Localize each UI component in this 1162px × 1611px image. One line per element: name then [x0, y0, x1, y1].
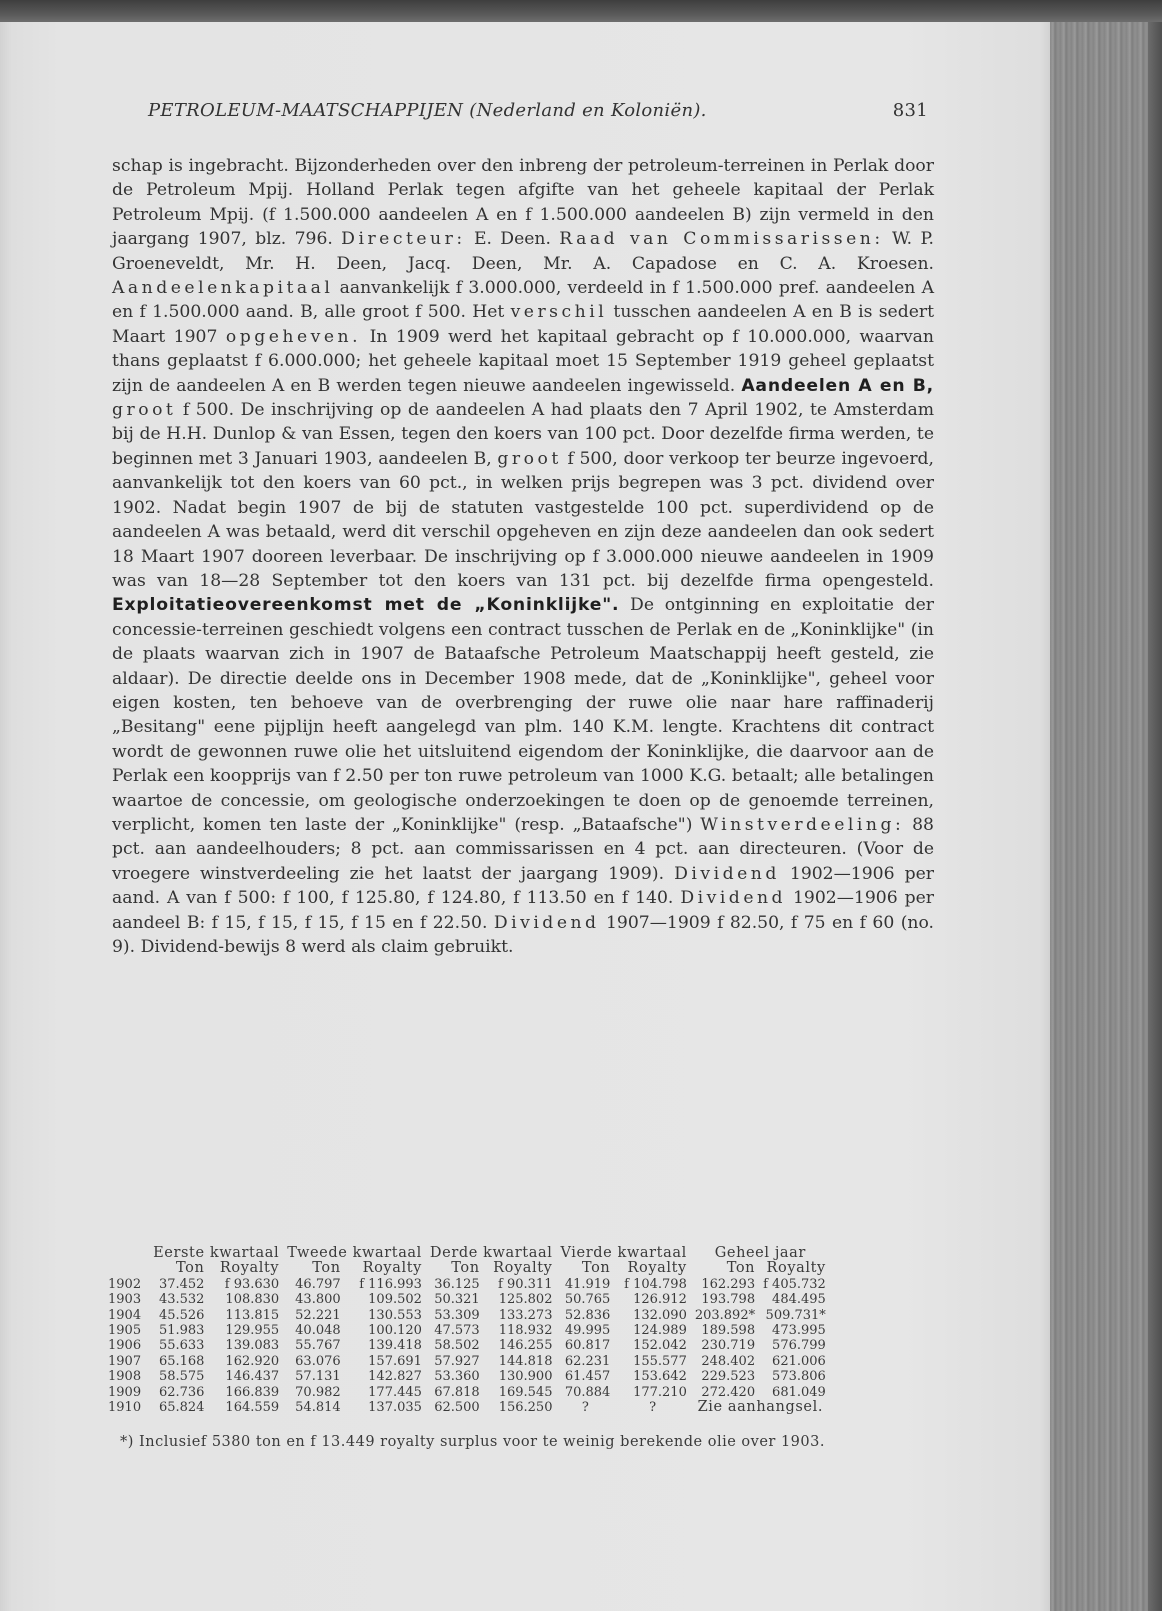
table-cell: 118.932 [498, 1323, 553, 1339]
spaced-label: Dividend [493, 912, 600, 933]
year-cell: 1910 [108, 1400, 142, 1416]
column-header: Ton [312, 1260, 341, 1277]
spaced-label: Dividend [674, 863, 780, 884]
table-cell: 166.839 [225, 1384, 280, 1400]
table-cell: 55.767 [295, 1338, 341, 1354]
table-cell: ? [649, 1400, 657, 1416]
column-header: Ton [451, 1260, 480, 1277]
table-cell: 113.815 [225, 1307, 280, 1323]
year-cell: 1907 [108, 1353, 142, 1369]
table-cell: 126.912 [633, 1292, 687, 1308]
table-cell: 57.927 [434, 1353, 480, 1369]
table-cell: 70.884 [564, 1384, 611, 1400]
table-cell: 164.559 [225, 1400, 280, 1416]
table-row [104, 1338, 830, 1353]
table-cell: 146.255 [498, 1338, 553, 1354]
table-cell: 57.131 [295, 1369, 341, 1385]
table-cell: 573.806 [772, 1369, 826, 1385]
year-cell: 1903 [108, 1292, 142, 1308]
table-cell: 62.231 [564, 1353, 611, 1369]
text-run: E. Deen. [465, 229, 560, 250]
column-header: Royalty [766, 1260, 826, 1277]
year-cell: 1904 [108, 1307, 142, 1323]
table-cell: 177.445 [368, 1384, 422, 1400]
text-run: De ontginning en exploitatie der concessie-terreinen geschiedt volgens een contract tusschen de Perlak en de „Koninklijke" (in de plaats waarvan zich in 1907 de Bataafsche Petroleum Maatschappij heeft gesteld, zie aldaar). De directie deelde ons in December 1908 mede, dat de „Koninklijke", geheel voor eigen kosten, ten behoeve van de overbrenging der ruwe olie naar hare raffinaderij „Besitang" eene pijplijn heeft aangelegd van plm. 140 K.M. lengte. Krachtens dit contract wordt de gewonnen ruwe olie het uitsluitend eigendom der Koninklijke, die daarvoor aan de Perlak een koopprijs van f 2.50 per ton ruwe petroleum van 1000 K.G. betaalt; alle betalingen waartoe de concessie, om geologische onderzoekingen te doen op de genoemde terreinen, verplicht, komen ten laste der „Koninklijke" (resp. „Bataafsche") [112, 595, 934, 835]
table-cell: 509.731* [765, 1307, 826, 1323]
text-run: 1902—1906 per aand. A van f 500: f 100, f 125.80, f 124.80, f 113.50 en f 140. [112, 863, 934, 909]
table-cell: 157.691 [368, 1353, 422, 1369]
text-run: aanvankelijk f 3.000.000, verdeeld in f 1.500.000 pref. aandeelen A en f 1.500.000 aand. B, alle groot f 500. Het [112, 278, 934, 323]
year-cell: 1906 [108, 1338, 142, 1354]
text-run: In 1909 werd het kapitaal gebracht op f 10.000.000, waarvan thans geplaatst f 6.000.000; het geheele kapitaal moet 15 September 1919 geheel geplaatst zijn de aandeelen A en B werden tegen nieuwe aandeelen ingewisseld. [112, 326, 934, 396]
bold-heading: Exploitatieovereenkomst met de „Koninklijke". [112, 595, 620, 616]
table-cell: 162.920 [225, 1353, 280, 1369]
table-cell: 63.076 [295, 1353, 341, 1369]
spaced-label: verschil [510, 302, 608, 323]
table-cell: 58.575 [158, 1369, 205, 1385]
column-group-header: Geheel jaar [714, 1245, 806, 1261]
table-cell: 139.083 [225, 1338, 280, 1354]
column-header: Ton [581, 1260, 611, 1277]
table-cell: 41.919 [564, 1276, 611, 1292]
table-cell: 47.573 [434, 1323, 480, 1339]
table-cell: 49.995 [564, 1323, 611, 1339]
column-header: Royalty [493, 1260, 553, 1277]
table-cell: 100.120 [368, 1323, 422, 1339]
table-row [104, 1400, 830, 1415]
table-cell: 65.824 [158, 1400, 205, 1416]
table-cell: 169.545 [498, 1384, 553, 1400]
table-cell: 681.049 [772, 1384, 826, 1400]
table-cell: 153.642 [633, 1369, 687, 1385]
spaced-label: groot [112, 400, 177, 421]
column-header: Ton [176, 1260, 205, 1277]
text-run: W. P. Groeneveldt, Mr. H. Deen, Jacq. Deen, Mr. A. Capadose en C. A. Kroesen. [112, 229, 934, 274]
table-cell: 146.437 [225, 1369, 280, 1385]
table-cell: 43.800 [295, 1292, 341, 1308]
page-number: 831 [892, 100, 928, 121]
table-cell: 162.293 [701, 1276, 756, 1292]
table-cell: 36.125 [434, 1276, 480, 1292]
table-cell: 142.827 [368, 1369, 422, 1385]
table-cell: 189.598 [701, 1323, 756, 1339]
table-row [104, 1323, 830, 1338]
running-header [148, 100, 928, 130]
text-run: schap is ingebracht. Bijzonderheden over den inbreng der petroleum-terreinen in Perlak door de Petroleum Mpij. Holland Perlak tegen afgifte van het geheele kapitaal der Perlak Petroleum Mpij. (f 1.500.000 aandeelen A en f 1.500.000 aandeelen B) zijn vermeld in den jaargang 1907, blz. 796. [112, 156, 934, 250]
table-cell: 193.798 [701, 1292, 756, 1308]
table-cell: 67.818 [434, 1384, 480, 1400]
spaced-label: Raad van Commissarissen: [559, 229, 884, 250]
table-cell: 144.818 [498, 1353, 553, 1369]
table-cell: 137.035 [368, 1400, 422, 1416]
table-cell: 139.418 [368, 1338, 422, 1354]
table-cell: 473.995 [772, 1323, 826, 1339]
table-cell: 62.500 [434, 1400, 480, 1416]
table-cell: 132.090 [633, 1307, 687, 1323]
table-cell: 108.830 [225, 1292, 280, 1308]
table-body [104, 1277, 830, 1416]
table-cell: 133.273 [498, 1307, 553, 1323]
table-cell: ? [581, 1400, 589, 1416]
text-run: 88 pct. aan aandeelhouders; 8 pct. aan commissarissen en 4 pct. aan directeuren. (Voor de vroegere winstverdeeling zie het laatst der jaargang 1909). [112, 814, 934, 884]
table-cell: 70.982 [295, 1384, 341, 1400]
table-row [104, 1369, 830, 1384]
table-cell: 52.836 [564, 1307, 611, 1323]
column-header: Royalty [362, 1260, 422, 1277]
table-cell: 52.221 [295, 1307, 341, 1323]
table-cell: 53.360 [434, 1369, 480, 1385]
table-row [104, 1277, 830, 1292]
year-subheader-blank [104, 1261, 149, 1276]
table-cell: 272.420 [701, 1384, 756, 1400]
table-cell: 37.452 [158, 1276, 205, 1292]
table-cell: 109.502 [368, 1292, 422, 1308]
bold-heading: Aandeelen A en B, [741, 375, 934, 396]
table-cell: 177.210 [633, 1384, 687, 1400]
table-cell: 229.523 [701, 1369, 756, 1385]
column-header: Royalty [627, 1260, 687, 1277]
table-group-header-row [104, 1246, 830, 1261]
table-row [104, 1385, 830, 1400]
table-cell: f 104.798 [624, 1276, 687, 1292]
spaced-label: Dividend [680, 888, 787, 909]
table-cell: 248.402 [701, 1353, 756, 1369]
table-cell: 576.799 [772, 1338, 826, 1354]
table-cell: 62.736 [158, 1384, 205, 1400]
table-cell: 50.765 [564, 1292, 611, 1308]
table-cell: 130.900 [498, 1369, 553, 1385]
body-paragraph [112, 154, 934, 959]
text-run: f 500, door verkoop ter beurze ingevoerd, aanvankelijk tot den koers van 60 pct., in welken prijs begrepen was 3 pct. dividend over 1902. Nadat begin 1907 de bij de statuten vastgestelde 100 pct. superdividend op de aandeelen A was betaald, werd dit verschil opgeheven en zijn deze aandeelen dan ook sedert 18 Maart 1907 dooreen leverbaar. De inschrijving op f 3.000.000 nieuwe aandeelen in 1909 was van 18—28 September tot den koers van 131 pct. bij dezelfde firma opengesteld. [112, 448, 934, 591]
table-cell: 230.719 [701, 1338, 756, 1354]
running-title: PETROLEUM-MAATSCHAPPIJEN (Nederland en Koloniën). [148, 100, 707, 121]
table-cell: 54.814 [295, 1400, 341, 1416]
table-cell: f 116.993 [359, 1276, 422, 1292]
table-cell: 46.797 [295, 1276, 341, 1292]
table-cell: 50.321 [434, 1292, 480, 1308]
table-row [104, 1308, 830, 1323]
table-sub-header-row [104, 1261, 830, 1276]
column-group-header: Tweede kwartaal [287, 1245, 422, 1261]
scan-top-band [0, 0, 1162, 22]
table-cell: 51.983 [158, 1323, 205, 1339]
table-footnote: *) Inclusief 5380 ton en f 13.449 royalty surplus voor te weinig berekende olie over 1903. [120, 1434, 825, 1450]
book-page-edges [1050, 22, 1162, 1611]
table-cell: 65.168 [158, 1353, 205, 1369]
spaced-label: Aandeelenkapitaal [112, 278, 334, 299]
text-run: 1907—1909 f 82.50, f 75 en f 60 (no. 9). Dividend-bewijs 8 werd als claim gebruikt. [112, 912, 934, 957]
column-group-header: Vierde kwartaal [560, 1245, 687, 1261]
table-cell: 43.532 [158, 1292, 205, 1308]
year-cell: 1905 [108, 1323, 142, 1339]
table-cell: 203.892* [694, 1307, 756, 1323]
table-cell: 124.989 [633, 1323, 687, 1339]
column-group-header: Derde kwartaal [429, 1245, 553, 1261]
royalty-table [104, 1246, 830, 1415]
table-cell: 125.802 [498, 1292, 553, 1308]
table-cell: 130.553 [368, 1307, 422, 1323]
table-cell: 61.457 [564, 1369, 611, 1385]
table-cell: 58.502 [434, 1338, 480, 1354]
column-group-header: Eerste kwartaal [153, 1245, 280, 1261]
year-cell: 1902 [108, 1276, 142, 1292]
text-run: f 500. De inschrijving op de aandeelen A had plaats den 7 April 1902, te Amsterdam bij de H.H. Dunlop & van Essen, tegen den koers van 100 pct. Door dezelfde firma werden, te beginnen met 3 Januari 1903, aandeelen B, [112, 400, 934, 469]
table-cell: 60.817 [564, 1338, 611, 1354]
table-cell: 129.955 [225, 1323, 280, 1339]
spaced-label: Winstverdeeling: [700, 814, 905, 835]
body-text [112, 154, 934, 959]
spaced-label: groot [497, 448, 562, 469]
text-run: tusschen aandeelen A en B is sedert Maart 1907 [112, 302, 934, 347]
table-cell: 40.048 [295, 1323, 341, 1339]
year-cell: 1908 [108, 1369, 142, 1385]
table-cell: 152.042 [633, 1338, 687, 1354]
table-cell: 45.526 [158, 1307, 205, 1323]
table-row [104, 1354, 830, 1369]
table-cell: f 405.732 [763, 1276, 826, 1292]
spaced-label: opgeheven. [225, 326, 362, 347]
text-run: 1902—1906 per aandeel B: f 15, f 15, f 15, f 15 en f 22.50. [112, 888, 934, 933]
spaced-label: Directeur: [341, 229, 466, 250]
column-header: Royalty [219, 1260, 280, 1277]
table-cell: 53.309 [434, 1307, 480, 1323]
table-cell: 484.495 [772, 1292, 826, 1308]
table-row [104, 1292, 830, 1307]
table-cell: 155.577 [633, 1353, 687, 1369]
column-header: Ton [726, 1260, 756, 1277]
year-cell: 1909 [108, 1384, 142, 1400]
table-cell: 55.633 [158, 1338, 205, 1354]
table-cell: 156.250 [498, 1400, 553, 1416]
year-header-blank [104, 1246, 149, 1261]
table-cell: 621.006 [772, 1353, 826, 1369]
table-note-cell: Zie aanhangsel. [697, 1399, 824, 1416]
table-cell: f 93.630 [224, 1276, 280, 1292]
table-cell: f 90.311 [498, 1276, 553, 1292]
